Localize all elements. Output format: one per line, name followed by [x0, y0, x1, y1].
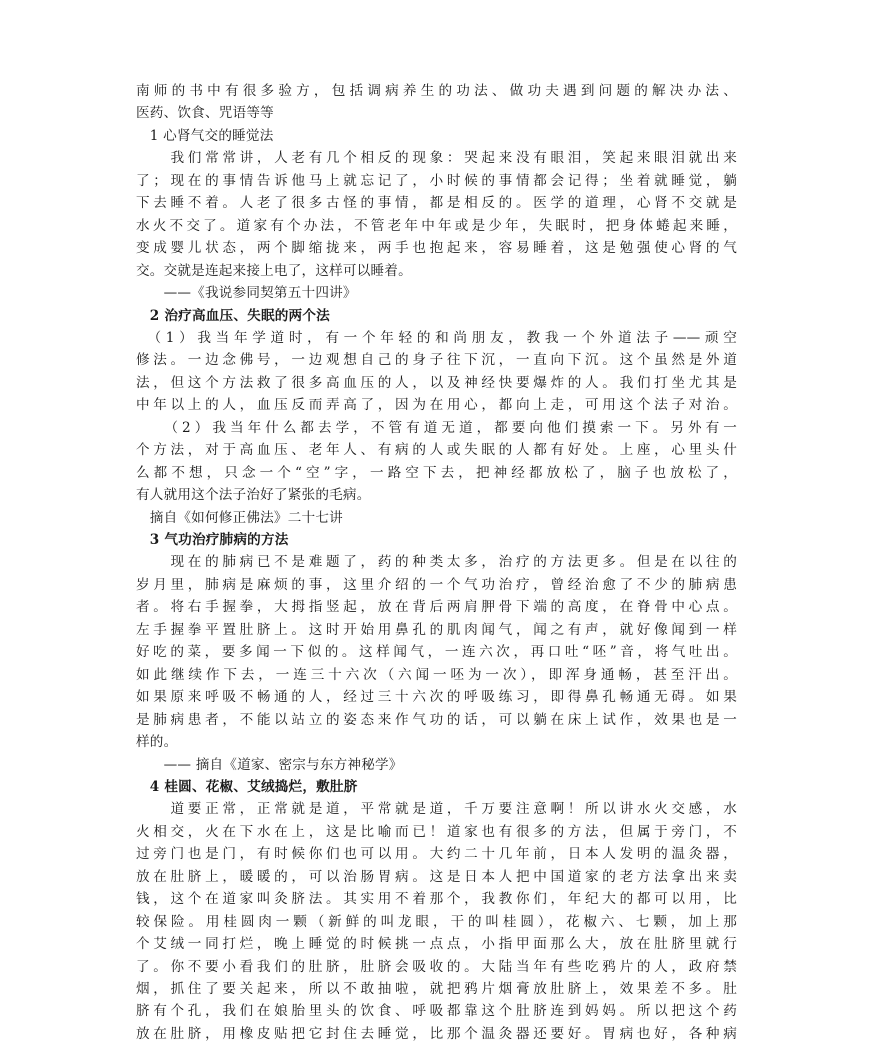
- text-line: 水火不交了。道家有个办法，不管老年中年或是少年，失眠时，把身体蜷起来睡，: [136, 217, 737, 234]
- text-line: （2）我当年什么都去学，不管有道无道，都要向他们摸索一下。另外有一: [136, 419, 737, 436]
- text-line: 有人就用这个法子治好了紧张的毛病。: [136, 487, 371, 504]
- text-line: 火相交，火在下水在上，这是比喻而已！道家也有很多的方法，但属于旁门，不: [136, 823, 737, 840]
- text-line: 左手握拳平置肚脐上。这时开始用鼻孔的肌肉闻气，闻之有声，就好像闻到一样: [136, 621, 737, 638]
- text-line: 岁月里，肺病是麻烦的事，这里介绍的一个气功治疗，曾经治愈了不少的肺病患: [136, 576, 737, 593]
- source-line: ——《我说参同契第五十四讲》: [136, 285, 357, 302]
- text-line: 个艾绒一同打烂，晚上睡觉的时候挑一点点，小指甲面那么大，放在肚脐里就行: [136, 936, 737, 953]
- text-line: 钱，这个在道家叫灸脐法。其实用不着那个，我教你们，年纪大的都可以用，比: [136, 891, 737, 908]
- text-line: 修法。一边念佛号，一边观想自己的身子往下沉，一直向下沉。这个虽然是外道: [136, 352, 737, 369]
- text-line: 烟，抓住了要关起来，所以不敢抽啦，就把鸦片烟膏放肚脐上，效果差不多。肚: [136, 981, 737, 997]
- text-line: 是肺病患者，不能以站立的姿态来作气功的话，可以躺在床上试作，效果也是一: [136, 711, 737, 728]
- text-line: 变成婴儿状态，两个脚缩拢来，两手也抱起来，容易睡着，这是勉强使心肾的气: [136, 240, 737, 257]
- text-line: 交。交就是连起来接上电了，这样可以睡着。: [136, 262, 412, 279]
- source-line: —— 摘自《道家、密宗与东方神秘学》: [136, 756, 403, 773]
- text-line: 道要正常，正常就是道，平常就是道，千万要注意啊！所以讲水火交感，水: [136, 801, 737, 818]
- text-line: 么都不想，只念一个“空”字，一路空下去，把神经都放松了，脑子也放松了，: [136, 464, 737, 481]
- text-line: 南师的书中有很多验方，包括调病养生的功法、做功夫遇到问题的解决办法、: [136, 83, 737, 99]
- text-line: 好吃的菜，要多闻一下似的。这样闻气，一连六次，再口吐“呸”音，将气吐出。: [136, 644, 737, 661]
- section-heading: 4 桂圆、花椒、艾绒捣烂，敷肚脐: [136, 778, 358, 795]
- text-line: 样的。: [136, 734, 178, 751]
- text-line: 现在的肺病已不是难题了，药的种类太多，治疗的方法更多。但是在以往的: [136, 554, 737, 571]
- text-line: （1）我当年学道时，有一个年轻的和尚朋友，教我一个外道法子——顽空: [136, 329, 737, 346]
- text-line: 医药、饮食、咒语等等: [136, 105, 274, 122]
- text-line: 脐有个孔，我们在娘胎里头的饮食、呼吸都靠这个肚脐连到妈妈。所以把这个药: [136, 1003, 737, 1020]
- text-line: 较保险。用桂圆肉一颗（新鲜的叫龙眼，干的叫桂圆），花椒六、七颗，加上那: [136, 913, 737, 930]
- text-line: 个方法，对于高血压、老年人、有病的人或失眠的人都有好处。上座，心里头什: [136, 442, 737, 459]
- text-line: 了；现在的事情告诉他马上就忘记了，小时候的事情都会记得；坐着就睡觉，躺: [136, 172, 737, 189]
- text-line: 我们常常讲，人老有几个相反的现象：哭起来没有眼泪，笑起来眼泪就出来: [136, 150, 737, 167]
- source-line: 1 心肾气交的睡觉法: [136, 127, 274, 144]
- text-line: 如此继续作下去，一连三十六次（六闻一呸为一次），即浑身通畅，甚至汗出。: [136, 666, 737, 683]
- text-line: 放在肚脐，用橡皮贴把它封住去睡觉，比那个温灸器还要好。胃病也好，各种病: [136, 1025, 737, 1042]
- source-line: 摘自《如何修正佛法》二十七讲: [136, 509, 343, 526]
- text-line: 者。将右手握拳，大拇指竖起，放在背后两肩胛骨下端的高度，在脊骨中心点。: [136, 599, 737, 616]
- text-line: 法，但这个方法救了很多高血压的人，以及神经快要爆炸的人。我们打坐尤其是: [136, 374, 737, 391]
- text-line: 中年以上的人，血压反而弄高了，因为在用心，都向上走，可用这个法子对治。: [136, 397, 737, 414]
- text-line: 过旁门也是门，有时候你们也可以用。大约二十几年前，日本人发明的温灸器，: [136, 846, 737, 863]
- text-line: 了。你不要小看我们的肚脐，肚脐会吸收的。大陆当年有些吃鸦片的人，政府禁: [136, 958, 737, 975]
- text-line: 如果原来呼吸不畅通的人，经过三十六次的呼吸练习，即得鼻孔畅通无碍。如果: [136, 689, 737, 706]
- section-heading: 2 治疗高血压、失眠的两个法: [136, 307, 330, 324]
- text-line: 放在肚脐上，暖暖的，可以治肠胃病。这是日本人把中国道家的老方法拿出来卖: [136, 868, 737, 885]
- section-heading: 3 气功治疗肺病的方法: [136, 532, 289, 548]
- text-line: 下去睡不着。人老了很多古怪的事情，都是相反的。医学的道理，心肾不交就是: [136, 195, 737, 212]
